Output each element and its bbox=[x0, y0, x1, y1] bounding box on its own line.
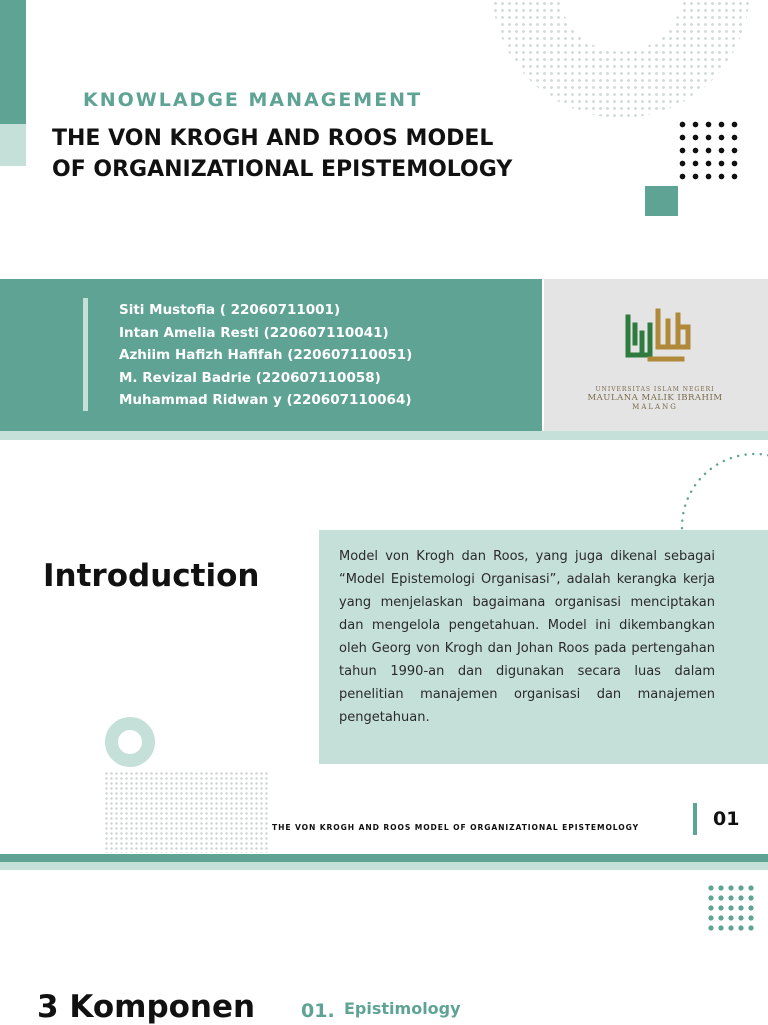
slide-separator bbox=[0, 854, 768, 862]
authors-accent-bar bbox=[83, 298, 88, 411]
left-accent-bar-light bbox=[0, 124, 26, 166]
university-logo-icon bbox=[620, 303, 696, 367]
component-label: Epistimology bbox=[344, 999, 461, 1018]
black-dot-grid-decoration bbox=[676, 118, 740, 182]
logo-line-1: UNIVERSITAS ISLAM NEGERI bbox=[595, 386, 715, 393]
components-heading: 3 Komponen bbox=[37, 989, 256, 1025]
author-name: Intan Amelia Resti (220607110041) bbox=[119, 324, 389, 341]
author-name: Siti Mustofia ( 22060711001) bbox=[119, 302, 341, 318]
component-number: 01. bbox=[301, 1000, 335, 1022]
slide-subtitle: KNOWLADGE MANAGEMENT bbox=[83, 89, 423, 111]
intro-paragraph: Model von Krogh dan Roos, yang juga dikenal sebagai “Model Epistemologi Organisasi”, adalah kerangka kerja yang menjelaskan bagaimana organisasi menciptakan dan mengelola pengetahuan. Model ini dikembangkan oleh Georg von Krogh dan Johan Roos pada pertengahan tahun 1990-an dan digunakan secara luas dalam penelitian manajemen organisasi dan manajemen pengetahuan. bbox=[339, 549, 715, 725]
ring-decoration bbox=[105, 717, 155, 767]
teal-square-decoration bbox=[645, 186, 678, 216]
intro-heading: Introduction bbox=[43, 558, 260, 594]
page-number: 01 bbox=[713, 808, 740, 830]
author-list bbox=[119, 299, 412, 412]
author-name: Azhiim Hafizh Hafifah (220607110051) bbox=[119, 347, 413, 364]
dot-pattern-decoration bbox=[104, 771, 270, 853]
left-accent-bar bbox=[0, 0, 26, 124]
author-name: M. Revizal Badrie (220607110058) bbox=[119, 369, 381, 386]
band-divider bbox=[0, 431, 768, 440]
logo-line-3: MALANG bbox=[632, 403, 678, 411]
title-line-1: THE VON KROGH AND ROOS MODEL bbox=[52, 126, 494, 151]
footer-divider bbox=[693, 803, 697, 835]
slide-title bbox=[52, 123, 572, 185]
teal-dot-grid-decoration bbox=[706, 883, 758, 935]
author-name: Muhammad Ridwan y (220607110064) bbox=[119, 392, 412, 409]
title-line-2: OF ORGANIZATIONAL EPISTEMOLOGY bbox=[52, 157, 513, 182]
footer-caption: THE VON KROGH AND ROOS MODEL OF ORGANIZATIONAL EPISTEMOLOGY bbox=[272, 823, 639, 832]
dotted-ring-decoration bbox=[492, 0, 750, 118]
slide-separator-light bbox=[0, 862, 768, 870]
university-logo-wordmark bbox=[580, 386, 730, 411]
logo-line-2: MAULANA MALIK IBRAHIM bbox=[587, 393, 723, 403]
